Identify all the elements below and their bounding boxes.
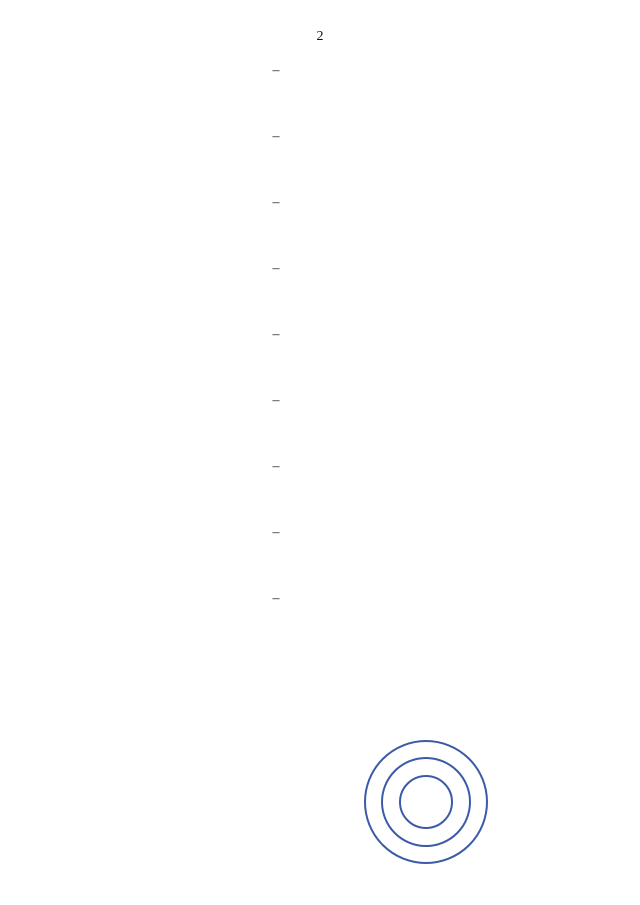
list-item [86,392,576,444]
list-item [86,260,576,312]
list-item [86,326,576,378]
list-item [86,458,576,510]
dash-separator: – [272,525,280,540]
list-item [86,194,576,246]
dash-separator: – [272,591,280,606]
seal-outer-ring [365,741,487,863]
dash-separator: – [272,195,280,210]
dash-separator: – [272,261,280,276]
list-item [86,524,576,576]
list-item [86,590,576,642]
list-item [86,62,576,114]
list-item [86,128,576,180]
entries-list [86,62,576,656]
page-number: 2 [316,29,324,44]
dash-separator: – [272,63,280,78]
dash-separator: – [272,459,280,474]
dash-separator: – [272,327,280,342]
seal-inner-ring [382,758,470,846]
dash-separator: – [272,393,280,408]
seal-center-ring [400,776,452,828]
dash-separator: – [272,129,280,144]
official-seal [362,738,490,866]
